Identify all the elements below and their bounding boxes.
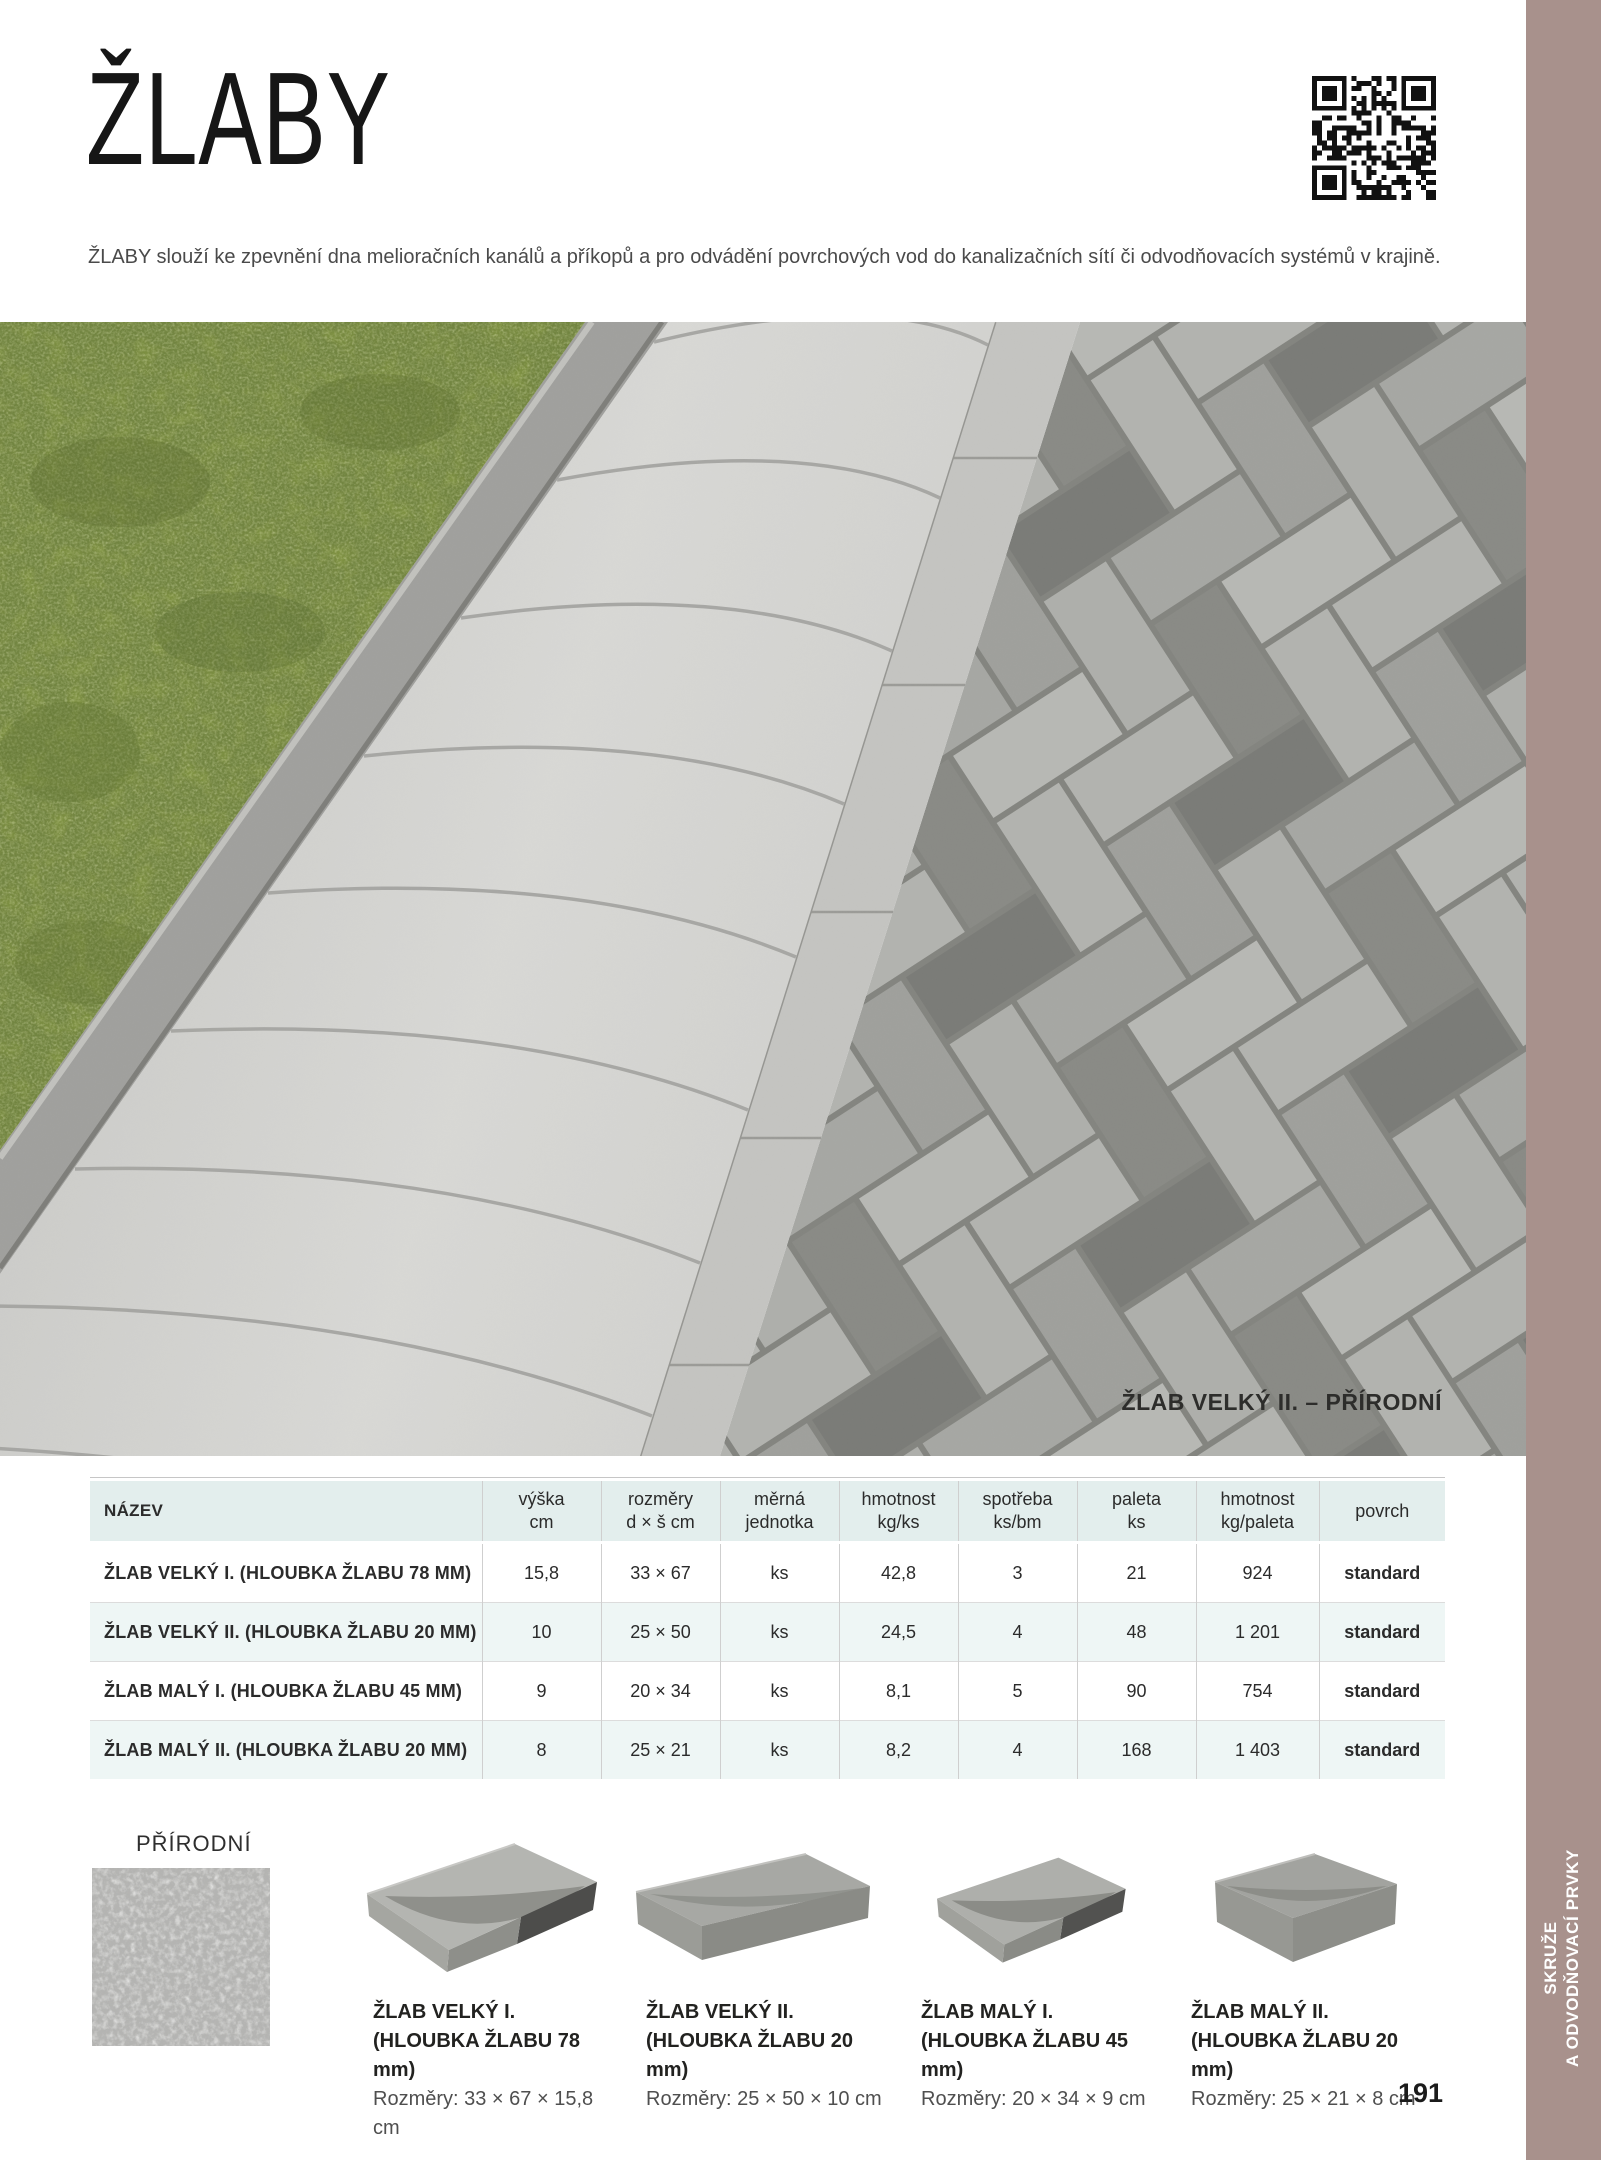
- cell: 4: [958, 1721, 1077, 1780]
- product-photo: [0, 322, 1526, 1456]
- column-header-vyska: výška cm: [482, 1481, 601, 1543]
- cell: 1 201: [1196, 1603, 1319, 1662]
- product-dimensions: Rozměry: 33 × 67 × 15,8 cm: [373, 2088, 594, 2139]
- product-name: ŽLAB VELKÝ I.: [373, 2001, 516, 2023]
- product-depth: (HLOUBKA ŽLABU 20 mm): [1191, 2030, 1399, 2081]
- cell: 25 × 21: [601, 1721, 720, 1780]
- table-row: [90, 1662, 1445, 1721]
- column-header-hmotnost-paleta: hmotnost kg/paleta: [1196, 1481, 1319, 1543]
- surface-label: PŘÍRODNÍ: [136, 1831, 252, 1856]
- cell: 15,8: [482, 1543, 601, 1603]
- cell-povrch: standard: [1319, 1721, 1445, 1780]
- table-row: [90, 1721, 1445, 1780]
- table-header-row: [90, 1481, 1445, 1543]
- column-header-povrch: povrch: [1319, 1481, 1445, 1543]
- product-image-zlab-velky-2: [618, 1820, 890, 1998]
- cell: 24,5: [839, 1603, 958, 1662]
- cell: 21: [1077, 1543, 1196, 1603]
- table-top-rule: [90, 1477, 1445, 1478]
- cell: 8,2: [839, 1721, 958, 1780]
- page-description: ŽLABY slouží ke zpevnění dna melioračních kanálů a příkopů a pro odvádění povrchových vod do kanalizačních sítí či odvodňovacích systémů v krajině.: [88, 246, 1441, 268]
- product-table: [90, 1481, 1445, 1779]
- product-zlab-velky-2: [618, 1820, 890, 2114]
- cell: ks: [720, 1662, 839, 1721]
- column-header-hmotnost-ks: hmotnost kg/ks: [839, 1481, 958, 1543]
- cell: 754: [1196, 1662, 1319, 1721]
- cell: 48: [1077, 1603, 1196, 1662]
- product-zlab-velky-1: [345, 1820, 617, 2143]
- table-row: [90, 1543, 1445, 1603]
- product-dimensions: Rozměry: 20 × 34 × 9 cm: [921, 2088, 1146, 2110]
- sidebar-line2: A ODVODŇOVACÍ PRVKY: [1563, 1849, 1582, 2067]
- cell: 168: [1077, 1721, 1196, 1780]
- product-zlab-maly-1: [893, 1820, 1165, 2114]
- product-depth: (HLOUBKA ŽLABU 20 mm): [646, 2030, 854, 2081]
- cell: 8,1: [839, 1662, 958, 1721]
- cell: 8: [482, 1721, 601, 1780]
- column-header-jednotka: měrná jednotka: [720, 1481, 839, 1543]
- cell-name: ŽLAB MALÝ II. (HLOUBKA ŽLABU 20 MM): [104, 1739, 468, 1760]
- cell: 33 × 67: [601, 1543, 720, 1603]
- product-depth: (HLOUBKA ŽLABU 78 mm): [373, 2030, 581, 2081]
- cell: 42,8: [839, 1543, 958, 1603]
- product-depth: (HLOUBKA ŽLABU 45 mm): [921, 2030, 1129, 2081]
- cell: 5: [958, 1662, 1077, 1721]
- qr-code-icon: [1312, 76, 1436, 200]
- column-header-paleta: paleta ks: [1077, 1481, 1196, 1543]
- cell: 3: [958, 1543, 1077, 1603]
- product-zlab-maly-2: [1163, 1820, 1435, 2114]
- section-color-band: [1526, 0, 1601, 2160]
- cell: 4: [958, 1603, 1077, 1662]
- surface-swatch-prirodni: [92, 1868, 270, 2046]
- product-name: ŽLAB VELKÝ II.: [646, 2001, 794, 2023]
- product-image-zlab-velky-1: [345, 1820, 617, 1998]
- page-title: ŽLABY: [86, 45, 391, 192]
- cell-povrch: standard: [1319, 1662, 1445, 1721]
- cell-name: ŽLAB MALÝ I. (HLOUBKA ŽLABU 45 MM): [104, 1680, 463, 1701]
- cell-povrch: standard: [1319, 1603, 1445, 1662]
- cell: ks: [720, 1603, 839, 1662]
- cell: 1 403: [1196, 1721, 1319, 1780]
- cell: 20 × 34: [601, 1662, 720, 1721]
- product-image-zlab-maly-2: [1163, 1820, 1435, 1998]
- sidebar-section-label: [1540, 1848, 1584, 2068]
- cell: ks: [720, 1543, 839, 1603]
- product-dimensions: Rozměry: 25 × 50 × 10 cm: [646, 2088, 882, 2110]
- table-row: [90, 1603, 1445, 1662]
- sidebar-line1: SKRUŽE: [1541, 1921, 1560, 1995]
- page-number: 191: [1398, 2078, 1444, 2108]
- column-header-rozmery: rozměry d × š cm: [601, 1481, 720, 1543]
- cell: 25 × 50: [601, 1603, 720, 1662]
- product-image-zlab-maly-1: [893, 1820, 1165, 1998]
- cell-name: ŽLAB VELKÝ I. (HLOUBKA ŽLABU 78 MM): [104, 1562, 472, 1583]
- product-dimensions: Rozměry: 25 × 21 × 8 cm: [1191, 2088, 1416, 2110]
- cell: 924: [1196, 1543, 1319, 1603]
- cell: 10: [482, 1603, 601, 1662]
- cell: 9: [482, 1662, 601, 1721]
- column-header-nazev: NÁZEV: [90, 1481, 482, 1543]
- product-name: ŽLAB MALÝ I.: [921, 2001, 1054, 2023]
- cell: ks: [720, 1721, 839, 1780]
- cell-name: ŽLAB VELKÝ II. (HLOUBKA ŽLABU 20 MM): [104, 1621, 477, 1642]
- cell-povrch: standard: [1319, 1543, 1445, 1603]
- photo-caption: ŽLAB VELKÝ II. – PŘÍRODNÍ: [1121, 1389, 1442, 1415]
- cell: 90: [1077, 1662, 1196, 1721]
- column-header-spotreba: spotřeba ks/bm: [958, 1481, 1077, 1543]
- product-name: ŽLAB MALÝ II.: [1191, 2001, 1329, 2023]
